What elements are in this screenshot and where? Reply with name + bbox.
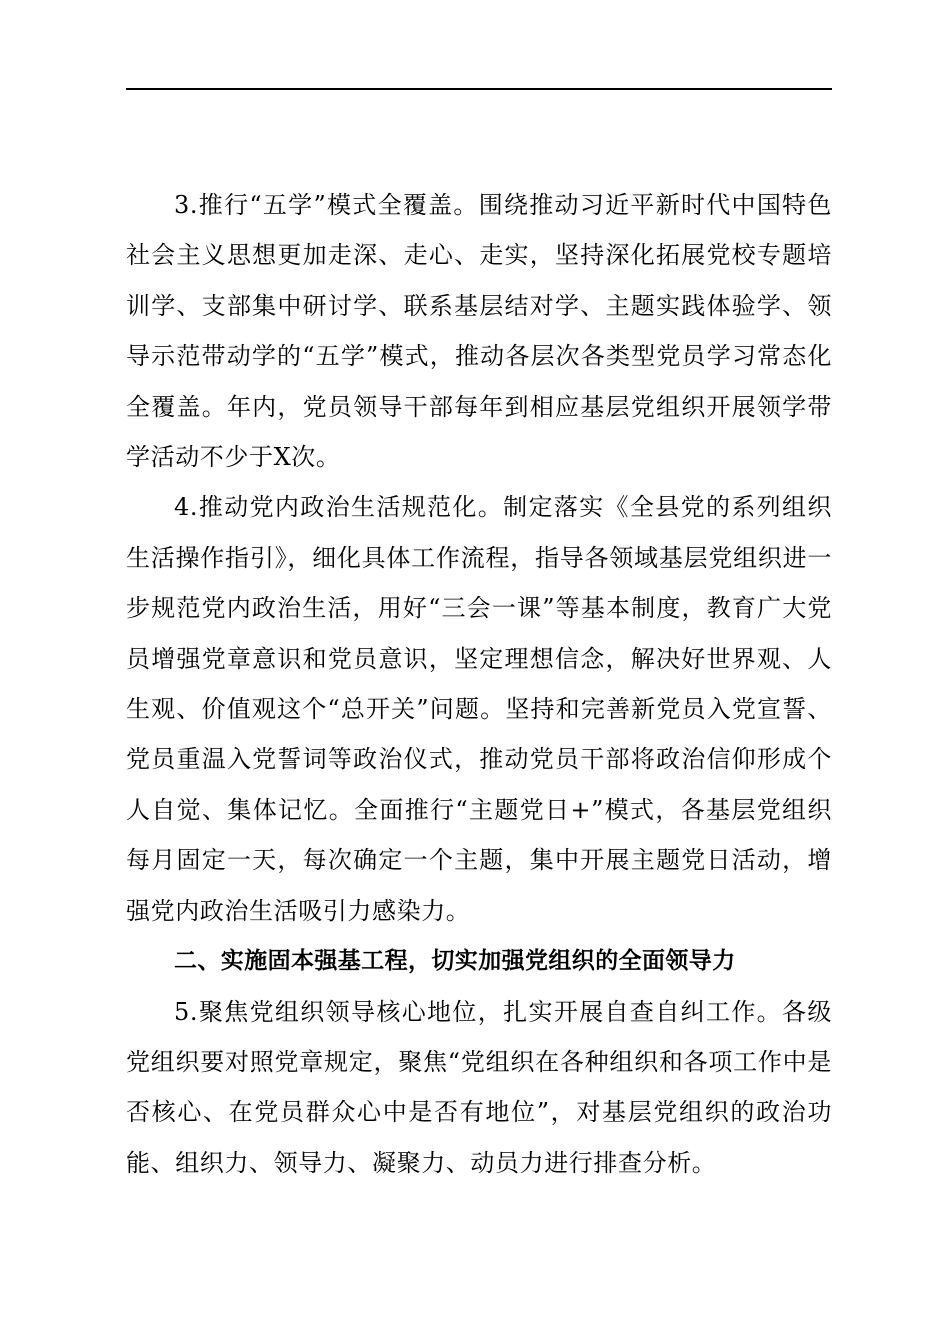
paragraph-4: 4.推动党内政治生活规范化。制定落实《全县党的系列组织生活操作指引》，细化具体工作流程，指导各领域基层党组织进一步规范党内政治生活，用好“三会一课”等基本制度，教育广大党员增强党章意识和党员意识，坚定理想信念，解决好世界观、人生观、价值观这个“总开关”问题。坚持和完善新党员入党宣誓、党员重温入党誓词等政治仪式，推动党员干部将政治信仰形成个人自觉、集体记忆。全面推行“主题党日+”模式，各基层党组织每月固定一天，每次确定一个主题，集中开展主题党日活动，增强党内政治生活吸引力感染力。 bbox=[126, 493, 832, 925]
header-rule bbox=[126, 88, 832, 90]
document-body bbox=[126, 180, 832, 1188]
paragraph-5: 5.聚焦党组织领导核心地位，扎实开展自查自纠工作。各级党组织要对照党章规定，聚焦“党组织在各种组织和各项工作中是否核心、在党员群众心中是否有地位”，对基层党组织的政治功能、组织力、领导力、凝聚力、动员力进行排查分析。 bbox=[126, 997, 832, 1177]
section-heading: 二、实施固本强基工程，切实加强党组织的全面领导力 bbox=[174, 948, 736, 975]
paragraph-3: 3.推行“五学”模式全覆盖。围绕推动习近平新时代中国特色社会主义思想更加走深、走心、走实，坚持深化拓展党校专题培训学、支部集中研讨学、联系基层结对学、主题实践体验学、领导示范带动学的“五学”模式，推动各层次各类型党员学习常态化全覆盖。年内，党员领导干部每年到相应基层党组织开展领学带学活动不少于X次。 bbox=[126, 191, 832, 472]
